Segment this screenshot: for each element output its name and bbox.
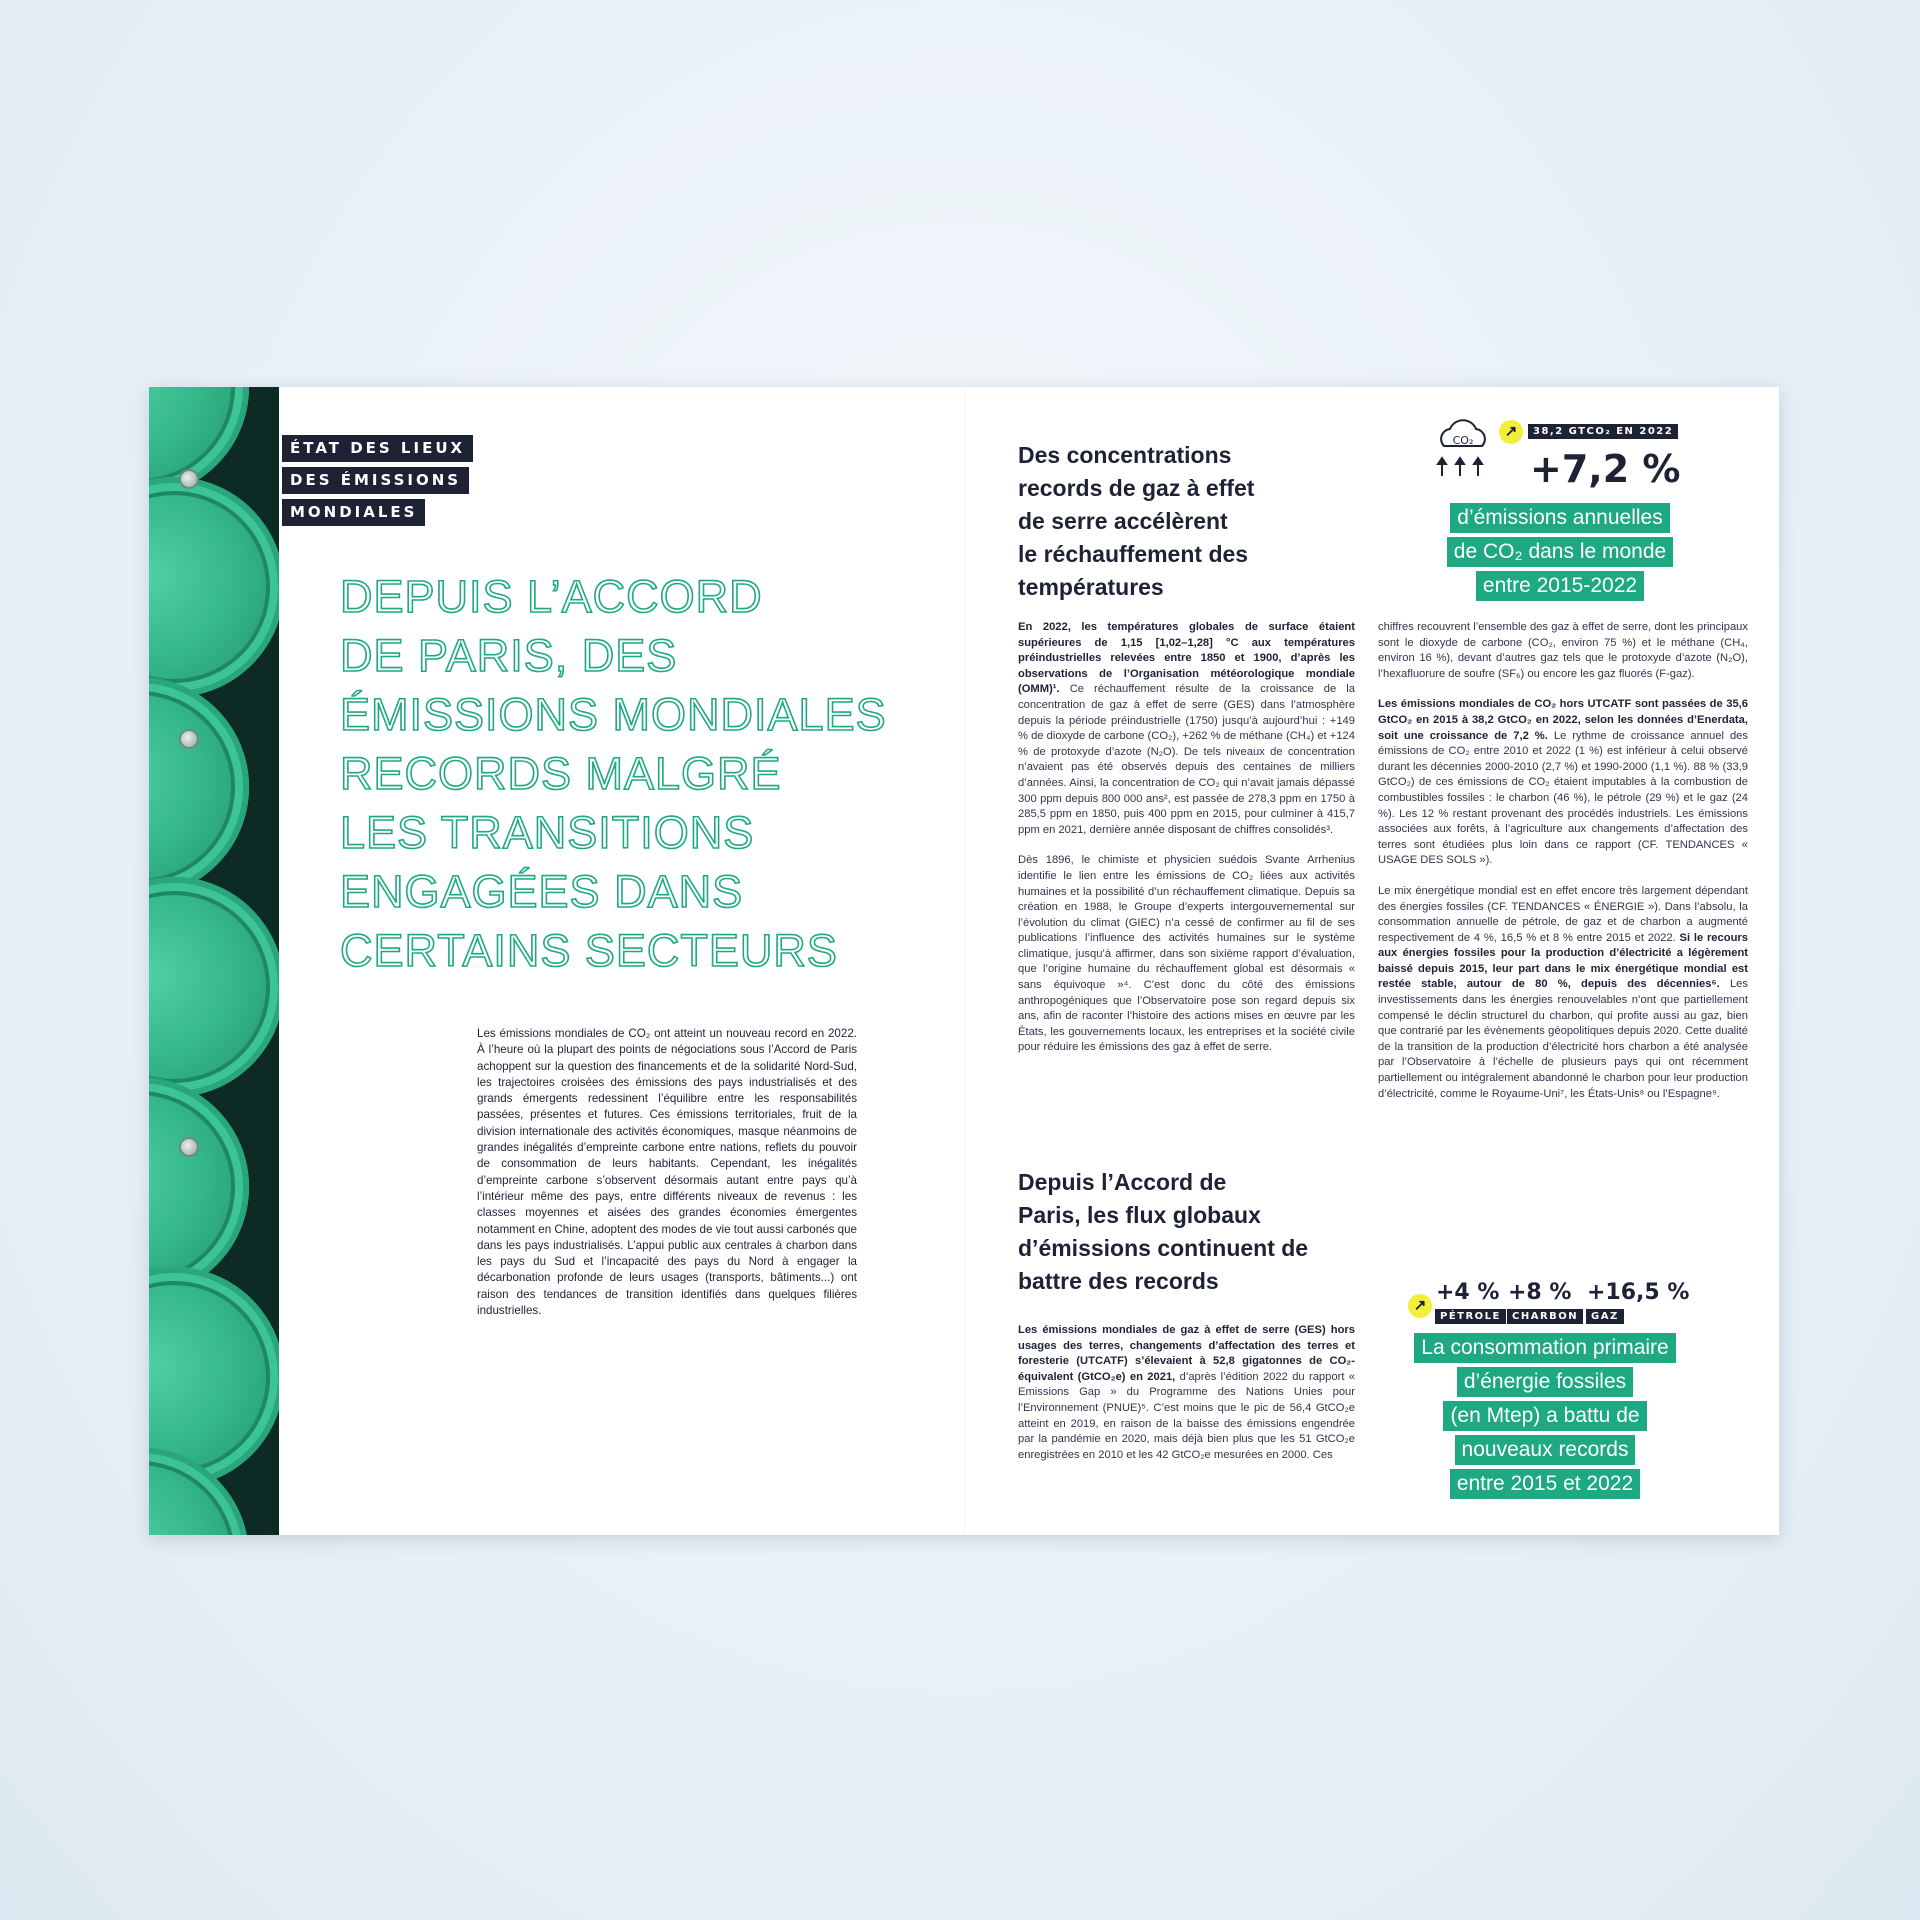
stat-value-petrole: +4 %	[1436, 1280, 1500, 1305]
co2-cloud-icon	[1430, 412, 1500, 487]
chapter-title-line: ENGAGÉES DANS	[340, 866, 744, 917]
stat-value: +7,2 %	[1530, 447, 1681, 491]
chapter-title	[340, 567, 920, 980]
section-tag-line: DES ÉMISSIONS	[282, 467, 469, 494]
body-column-left-2	[1018, 1323, 1355, 1478]
stat-value-charbon: +8 %	[1508, 1280, 1572, 1305]
body-column-left	[1018, 620, 1355, 1071]
chapter-title-line: DEPUIS L’ACCORD	[340, 571, 763, 622]
paragraph: Les émissions mondiales de gaz à effet de serre (GES) hors usages des terres, changements d’affectation des terres et foresterie (UTCATF) s’élevaient à 52,8 gigatonnes de CO₂-équivalent (GtCO₂e) en 2021, d’après l’édition 2022 du rapport « Emissions Gap » du Programme des Nations Unies pour l’Environnement (PNUE)⁵. C’est moins que le pic de 56,4 GtCO₂e atteint en 2019, en raison de la baisse des émissions engendrée par la pandémie en 2020, mais déjà bien plus que les 51 GtCO₂e enregistrées en 2010 et les 42 GtCO₂e mesurées en 2000. Ces	[1018, 1324, 1355, 1461]
svg-text:CO₂: CO₂	[1452, 434, 1474, 447]
chapter-title-line: ÉMISSIONS MONDIALES	[340, 689, 887, 740]
section-heading-flux: Depuis l’Accord de Paris, les flux globaux d’émissions continuent de battre des records	[1018, 1169, 1309, 1294]
paragraph: Le mix énergétique mondial est en effet encore très largement dépendant des énergies fossiles (CF. TENDANCES « ÉNERGIE »). Dans l’absolu, la consommation annuelle de pétrole, de gaz et de charbon a augmenté respectivement de 4 %, 16,5 % et 8 % entre 2015 et 2022. Si le recours aux énergies fossiles pour la production d’électricité a légèrement baissé depuis 2015, leur part dans le mix énergétique mondial est restée stable, autour de 80 %, depuis des décennies⁶. Les investissements dans les énergies renouvelables n’ont que partiellement compensé le déclin structurel du charbon, qui profite aussi au gaz, bien que contrarié par les évènements géopolitiques depuis 2020. Cette dualité de la transition de la production d’électricité hors charbon a été analysée par l’Observatoire à l’échelle de plusieurs pays qui ont récemment partiellement ou intégralement abandonné le charbon pour leur production d’électricité, comme le Royaume-Uni⁷, les États-Unis⁸ ou l’Espagne⁹.	[1378, 884, 1748, 1100]
section-tag-line: ÉTAT DES LIEUX	[282, 435, 473, 462]
section-heading-concentrations: Des concentrations records de gaz à effet de serre accélèrent le réchauffement des températures	[1018, 442, 1255, 600]
paragraph: chiffres recouvrent l’ensemble des gaz à effet de serre, dont les principaux sont le dioxyde de carbone (CO₂, environ 75 %) et le méthane (CH₄, environ 16 %), devant d’autres gaz tels que le protoxyde d’azote (N₂O), l’hexafluorure de soufre (SF₆) ou encore les gaz fluorés (F-gaz).	[1378, 621, 1748, 680]
chapter-title-line: RECORDS MALGRÉ	[340, 748, 782, 799]
trend-up-icon: ↗	[1408, 1294, 1432, 1318]
paragraph: Les émissions mondiales de CO₂ hors UTCATF sont passées de 35,6 GtCO₂ en 2015 à 38,2 GtCO₂ en 2022, selon les données d’Enerdata, soit une croissance de 7,2 %. Le rythme de croissance annuel des émissions de CO₂ entre 2010 et 2022 (1 %) est inférieur à celui observé durant les décennies 2000-2010 (2,7 %) et 1990-2000 (1,1 %). 88 % (33,9 GtCO₂) de ces émissions de CO₂ étaient imputables à la combustion de combustibles fossiles : le charbon (46 %), le pétrole (29 %) et le gaz (24 %). Les 12 % restant provenant des procédés industriels. Les émissions associées aux forêts, à l’agriculture aux changements d’affectation des terres sont étudiées plus loin dans ce rapport (CF. TENDANCES « USAGE DES SOLS »).	[1378, 698, 1748, 867]
stat-value-gaz: +16,5 %	[1587, 1280, 1690, 1305]
chapter-title-line: CERTAINS SECTEURS	[340, 925, 838, 976]
label-petrole: PÉTROLE	[1435, 1309, 1506, 1324]
intro-paragraph: Les émissions mondiales de CO₂ ont atteint un nouveau record en 2022. À l’heure où la plupart des points de négociations sous l’Accord de Paris achoppent sur la question des financements et de la solidarité Nord-Sud, les trajectoires croisées des émissions des pays industrialisés et des grands émergents redessinent l’équilibre entre les responsabilités passées, présentes et futures. Ces émissions territoriales, fruit de la division internationale des activités économiques, masque néanmoins de grandes inégalités d’empreinte carbone entre nations, reflets du pouvoir de consommation de leurs habitants. Cependant, les inégalités d’empreinte carbone s’observent désormais autant entre pays qu’à l’intérieur même des pays, entre différents niveaux de revenus : les classes moyennes et aisées des grandes économies émergentes notamment en Chine, adoptent des modes de vie tout aussi carbonés que dans les pays industrialisés. L’appui public aux centrales à charbon dans les pays du Sud et l’incapacité des pays du Nord à engager la décarbonation profonde de leurs usages (transports, bâtiments...) ont raison des tendances de transition identifiés dans quelques filières industrielles.	[477, 1027, 857, 1318]
section-tag	[282, 435, 473, 531]
chapter-title-line: LES TRANSITIONS	[340, 807, 755, 858]
trend-up-icon: ↗	[1499, 420, 1523, 444]
emissions-badge: 38,2 GTCO₂ EN 2022	[1528, 424, 1678, 439]
label-gaz: GAZ	[1586, 1309, 1624, 1324]
paragraph: Dès 1896, le chimiste et physicien suédois Svante Arrhenius identifie le lien entre les émissions de CO₂ liées aux activités humaines et la possibilité d’un réchauffement climatique. Depuis sa création en 1988, le Groupe d’experts intergouvernemental sur l’évolution du climat (GIEC) n’a cessé de confirmer au fil de ses publications l’influence des activités humaines sur le système climatique, jusqu’à affirmer, dans son sixième rapport d’évaluation, que l’origine humaine du réchauffement global est désormais « sans équivoque »⁴. C’est donc du côté des émissions anthropogéniques que l’Observatoire pose son regard depuis six ans, afin de raconter l’histoire des actions mises en œuvre par les États, les gouvernements locaux, les entreprises et la société civile pour réduire les émissions des gaz à effet de serre.	[1018, 854, 1355, 1054]
section-tag-line: MONDIALES	[282, 499, 425, 526]
barrels-photo	[149, 387, 279, 1535]
chapter-title-line: DE PARIS, DES	[340, 630, 678, 681]
stat-caption: d’émissions annuelles de CO₂ dans le monde entre 2015-2022	[1410, 503, 1710, 605]
paragraph: En 2022, les températures globales de surface étaient supérieures de 1,15 [1,02–1,28] °C aux températures préindustrielles relevées entre 1850 et 1900, d’après les observations de l’Organisation météorologique mondiale (OMM)¹. Ce réchauffement résulte de la croissance de la concentration de gaz à effet de serre (GES) dans l’atmosphère depuis la période préindustrielle (1750) jusqu’à aujourd’hui : +149 % de dioxyde de carbone (CO₂), +262 % de méthane (CH₄) et +124 % de protoxyde d’azote (N₂O). De tels niveaux de concentration n’avaient pas été observés depuis des centaines de milliers d’années. Ainsi, la concentration de CO₂ qui n’avait jamais dépassé 300 ppm depuis 800 000 ans², est passée de 278,3 ppm en 1750 à 285,5 ppm en 1850, puis 400 ppm en 2015, pour culminer à 415,7 ppm en 2021, dernière année disposant de chiffres consolidés³.	[1018, 621, 1355, 836]
stat-caption-fossiles: La consommation primaire d’énergie fossiles (en Mtep) a battu de nouveaux records entre 2015 et 2022	[1390, 1333, 1700, 1503]
body-column-right	[1378, 620, 1748, 1117]
label-charbon: CHARBON	[1507, 1309, 1583, 1324]
